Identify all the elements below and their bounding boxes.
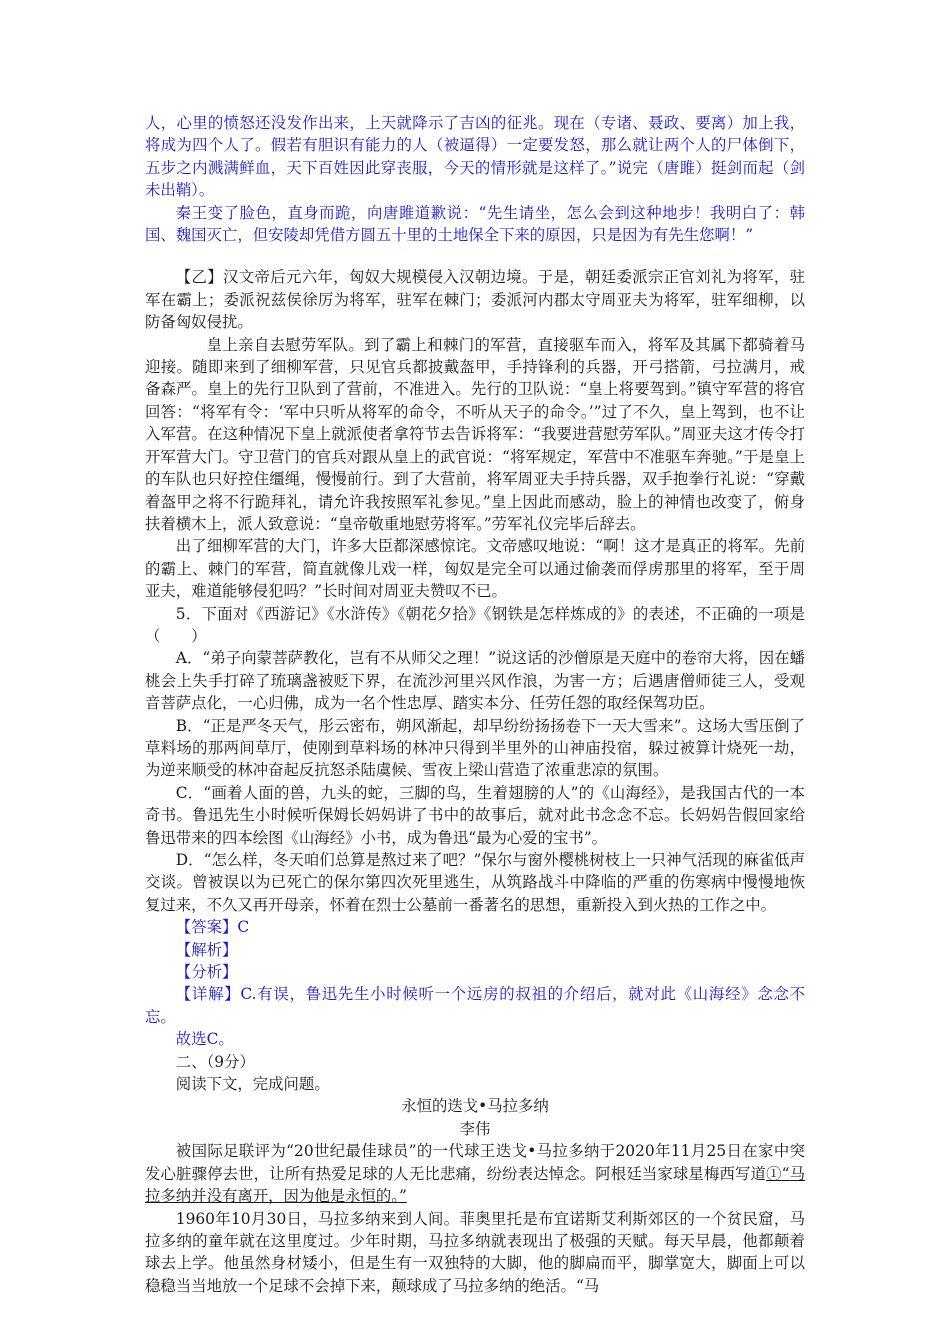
detail-explanation: 【详解】C.有误，鲁迅先生小时候听一个远房的叔祖的介绍后，就对此《山海经》念念不忘。 (145, 985, 805, 1026)
analysis-label: 【解析】 (175, 940, 238, 959)
section-gap (145, 246, 805, 266)
article-paragraph-1 (145, 1140, 805, 1207)
article-title: 永恒的迭戈•马拉多纳 (401, 1097, 549, 1116)
underlined-quote: ①“马拉多纳并没有离开，因为他是永恒的。” (145, 1164, 805, 1206)
article-paragraph-1-text: 被国际足联评为“20世纪最佳球员”的一代球王迭戈•马拉多纳于2020年11月25日在家中突发心脏骤停去世，让所有热爱足球的人无比悲痛，纷纷表达悼念。阿根廷当家球星梅西写道 (145, 1142, 805, 1183)
passage-a-paragraph-2: 秦王变了脸色，直身而跪，向唐雎道歉说：“先生请坐，怎么会到这种地步！我明白了：韩国、魏国灭亡，但安陵却凭借方圆五十里的土地保全下来的原因，只是因为有先生您啊！” (145, 203, 805, 245)
section-2-heading: 二、（9分） (175, 1052, 255, 1071)
document-page (145, 112, 805, 1297)
question-5-option-a: A．“弟子向蒙菩萨教化，岂有不从师父之理！”说这话的沙僧原是天庭中的卷帘大将，因在蟠桃会上失手打碎了琉璃盏被贬下界，在流沙河里兴风作浪，为害一方；后遇唐僧师徒三人，受观音菩萨点化，一心归佛，成为一名个性忠厚、踏实本分、任劳任怨的取经保驾功臣。 (145, 649, 805, 713)
passage-b-paragraph-1: 【乙】汉文帝后元六年，匈奴大规模侵入汉朝边境。于是，朝廷委派宗正官刘礼为将军，驻军在霸上；委派祝兹侯徐厉为将军，驻军在棘门；委派河内郡太守周亚夫为将军，驻军细柳，以防备匈奴侵扰。 (145, 268, 805, 332)
question-5-option-b: B．“正是严冬天气，彤云密布，朔风渐起，却早纷纷扬扬卷下一天大雪来”。这场大雪压倒了草料场的那两间草厅，使刚到草料场的林冲只得到半里外的山神庙投宿，躲过被算计烧死一劫，为逆来顺受的林冲奋起反抗怒杀陆虞候、雪夜上梁山营造了浓重悲凉的氛围。 (145, 716, 805, 780)
fenxi-label: 【分析】 (175, 963, 238, 982)
article-author: 李伟 (459, 1119, 491, 1138)
section-2-instruction: 阅读下文，完成问题。 (175, 1075, 330, 1094)
answer-label: 【答案】C (175, 918, 250, 937)
passage-a-paragraph-1: 人，心里的愤怒还没发作出来，上天就降示了吉凶的征兆。现在（专诸、聂政、要离）加上我，将成为四个人了。假若有胆识有能力的人（被逼得）一定要发怒，那么就让两个人的尸体倒下，五步之内溅满鲜血，天下百姓因此穿丧服，今天的情形就是这样了。”说完（唐雎）挺剑而起（剑未出鞘）。 (145, 114, 805, 200)
passage-b-paragraph-2: 皇上亲自去慰劳军队。到了霸上和棘门的军营，直接驱车而入，将军及其属下都骑着马迎接。随即来到了细柳军营，只见官兵都披戴盔甲，手持锋利的兵器，开弓搭箭，弓拉满月，戒备森严。皇上的先行卫队到了营前，不准进入。先行的卫队说：“皇上将要驾到。”镇守军营的将官回答：“将军有令：‘军中只听从将军的命令，不听从天子的命令。’”过了不久，皇上驾到，也不让入军营。在这种情况下皇上就派使者拿符节去告诉将军：“我要进营慰劳军队。”周亚夫这才传令打开军营大门。守卫营门的官兵对跟从皇上的武官说：“将军规定，军营中不准驱车奔驰。”于是皇上的车队也只好控住缰绳，慢慢前行。到了大营前，将军周亚夫手持兵器，双手抱拳行礼说：“穿戴着盔甲之将不行跪拜礼，请允许我按照军礼参见。”皇上因此而感动，脸上的神情也改变了，俯身扶着横木上，派人致意说：“皇帝敬重地慰劳将军。”劳军礼仪完毕后辞去。 (145, 335, 805, 533)
question-5-option-c: C．“画着人面的兽，九头的蛇，三脚的鸟，生着翅膀的人”的《山海经》，是我国古代的一本奇书。鲁迅先生小时候听保姆长妈妈讲了书中的故事后，就对此书念念不忘。长妈妈告假回家给鲁迅带来的四本绘图《山海经》小书，成为鲁迅“最为心爱的宝书”。 (145, 783, 805, 847)
passage-b-paragraph-3: 出了细柳军营的大门，许多大臣都深感惊诧。文帝感叹地说：“啊！这才是真正的将军。先前的霸上、棘门的军营，简直就像儿戏一样，匈奴是完全可以通过偷袭而俘虏那里的将军，至于周亚夫，难道能够侵犯吗？”长时间对周亚夫赞叹不已。 (145, 537, 805, 601)
question-5-stem: 5．下面对《西游记》《水浒传》《朝花夕拾》《钢铁是怎样炼成的》的表述，不正确的一项是（ ） (145, 604, 805, 645)
article-paragraph-2: 1960年10月30日，马拉多纳来到人间。菲奥里托是布宜诺斯艾利斯郊区的一个贫民窟，马拉多纳的童年就在这里度过。少年时期，马拉多纳就表现出了极强的天赋。每天早晨，他都颠着球去上学。他虽然身材矮小，但是生有一双独特的大脚，他的脚扁而平，脚掌宽大，脚面上可以稳稳当当地放一个足球不会掉下来，颠球成了马拉多纳的绝活。“马 (145, 1209, 805, 1295)
answer-conclusion: 故选C。 (175, 1030, 234, 1049)
question-5-option-d: D．“怎么样，冬天咱们总算是熬过来了吧？”保尔与窗外樱桃树枝上一只神气活现的麻雀低声交谈。曾被误以为已死亡的保尔第四次死里逃生，从筑路战斗中降临的严重的伤寒病中慢慢地恢复过来，不久又再开母亲，怀着在烈士公墓前一番著名的思想，重新投入到火热的工作之中。 (145, 851, 805, 914)
